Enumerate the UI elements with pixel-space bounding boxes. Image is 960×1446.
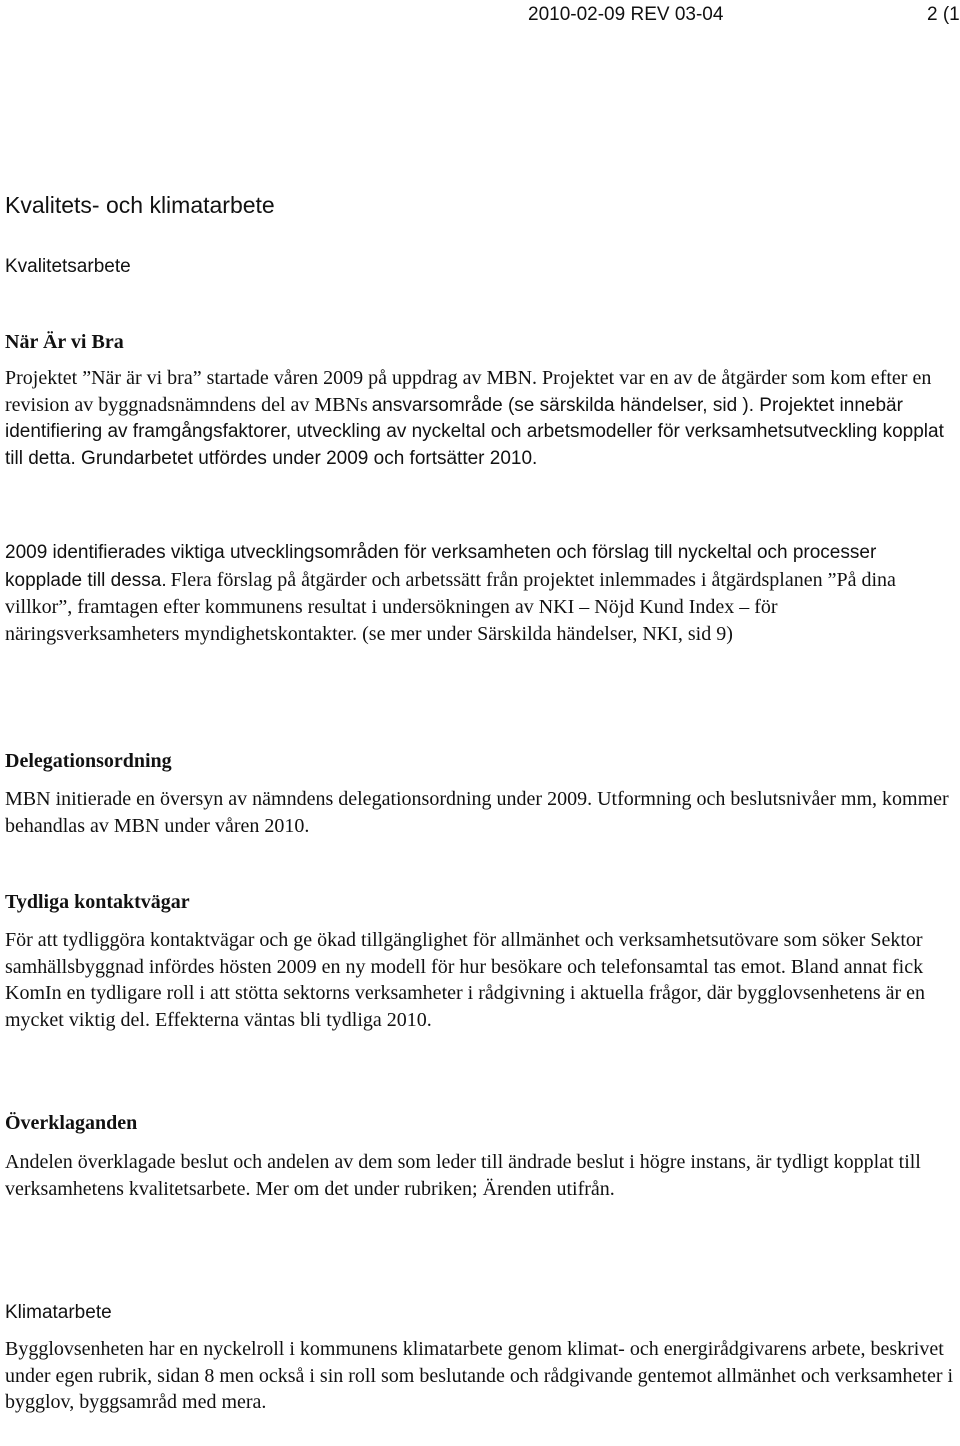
paragraph-delegationsordning: MBN initierade en översyn av nämndens delegationsordning under 2009. Utformning och beslutsnivåer mm, kommer behandlas av MBN under våren 2010.	[5, 788, 949, 837]
heading-delegationsordning: Delegationsordning	[5, 750, 172, 772]
heading-overklaganden: Överklaganden	[5, 1112, 138, 1134]
paragraph-tydliga-kontaktvagar: För att tydliggöra kontaktvägar och ge ökad tillgänglighet för allmänhet och verksamhetsutövare som söker Sektor samhällsbyggnad infördes hösten 2009 en ny modell för hur besökare och telefonsamtal tas emot. Bland annat fick KomIn en tydligare roll i att stötta sektorns verksamheter i rådgivning i aktuella frågor, där bygglovsenhetens är en mycket viktig del. Effekterna väntas bli tydliga 2010.	[5, 929, 926, 1031]
paragraph-segment: Flera förslag på åtgärder och arbetssätt från projektet inlemmades i åtgärdsplanen ”På dina villkor”, framtagen efter kommunens resultat i undersökningen av NKI – Nöjd Kund Index – för näringsverksamheters myndighetskontakter. (se mer under Särskilda händelser, NKI, sid 9)	[5, 568, 896, 645]
paragraph-segment: Projektet ”När är vi bra” startade våren 2009 på uppdrag av MBN. Projektet var en av de åtgärder som kom efter en revision av byggnadsnämndens del av MBNs	[5, 367, 932, 416]
paragraph-overklaganden: Andelen överklagade beslut och andelen av dem som leder till ändrade beslut i högre instans, är tydligt kopplat till verksamhetens kvalitetsarbete. Mer om det under rubriken; Ärenden utifrån.	[5, 1151, 921, 1200]
subsection-title-kvalitetsarbete: Kvalitetsarbete	[5, 256, 131, 277]
paragraph-nar-ar-vi-bra-1	[5, 365, 955, 472]
heading-tydliga-kontaktvagar: Tydliga kontaktvägar	[5, 891, 190, 913]
heading-klimatarbete: Klimatarbete	[5, 1302, 112, 1323]
section-title-kvalitet-klimat: Kvalitets- och klimatarbete	[5, 192, 275, 218]
paragraph-klimatarbete: Bygglovsenheten har en nyckelroll i kommunens klimatarbete genom klimat- och energirådgivarens arbete, beskrivet under egen rubrik, sidan 8 men också i sin roll som beslutande och rådgivande gentemot allmänhet och verksamheter i bygglov, byggsamråd med mera.	[5, 1338, 954, 1414]
paragraph-nar-ar-vi-bra-2	[5, 540, 955, 647]
paragraph-segment: 2009 identifierades viktiga utvecklingsområden för verksamheten och förslag till nyckeltal och processer kopplade till dessa.	[5, 542, 877, 591]
document-date-revision: 2010-02-09 REV 03-04	[528, 4, 724, 25]
page-number: 2 (1	[927, 4, 960, 25]
paragraph-segment: ansvarsområde (se särskilda händelser, sid ). Projektet innebär identifiering av framgångsfaktorer, utveckling av nyckeltal och arbetsmodeller för verksamhetsutveckling kopplat till detta. Grundarbetet utfördes under 2009 och fortsätter 2010.	[5, 394, 944, 469]
heading-nar-ar-vi-bra: När Är vi Bra	[5, 331, 124, 353]
